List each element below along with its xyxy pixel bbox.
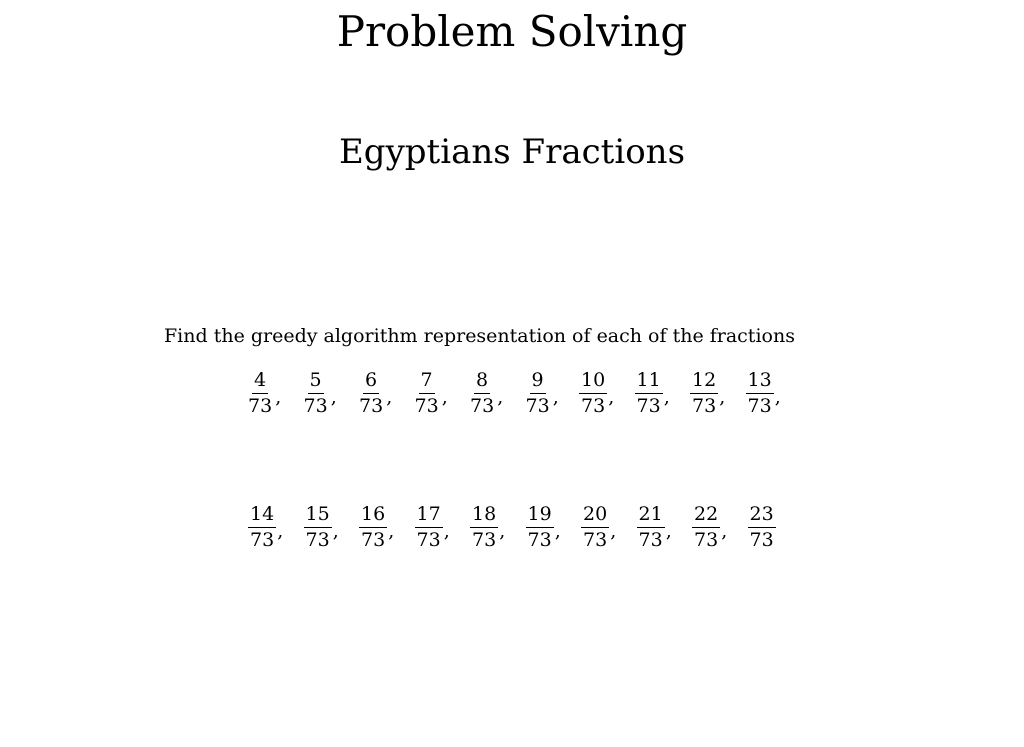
- fraction-row-2: [248, 497, 803, 553]
- fraction-item: [690, 363, 746, 419]
- fraction: [304, 502, 332, 553]
- fraction-separator: ,: [277, 520, 284, 542]
- fraction-denominator: 73: [470, 395, 495, 417]
- fraction: [579, 368, 607, 419]
- fraction: [413, 368, 441, 419]
- fraction-item: [746, 363, 802, 419]
- fraction: [692, 502, 720, 553]
- fraction-item: [246, 363, 302, 419]
- fraction: [468, 368, 496, 419]
- fraction-numerator: 9: [530, 368, 546, 394]
- fraction: [246, 368, 274, 419]
- fraction: [581, 502, 609, 553]
- fraction-denominator: 73: [749, 529, 774, 551]
- fraction-denominator: 73: [359, 395, 384, 417]
- fraction-numerator: 16: [359, 502, 387, 528]
- fraction-separator: ,: [275, 386, 282, 408]
- fraction-item: [357, 363, 413, 419]
- fraction: [357, 368, 385, 419]
- fraction-denominator: 73: [694, 529, 719, 551]
- fraction-separator: ,: [610, 520, 617, 542]
- fraction-separator: ,: [608, 386, 615, 408]
- fraction-numerator: 15: [304, 502, 332, 528]
- fraction-denominator: 73: [305, 529, 330, 551]
- fraction: [415, 502, 443, 553]
- fraction-denominator: 73: [636, 395, 661, 417]
- fraction-numerator: 13: [746, 368, 774, 394]
- fraction-numerator: 11: [635, 368, 663, 394]
- fraction-numerator: 20: [581, 502, 609, 528]
- fraction-separator: ,: [665, 520, 672, 542]
- fraction-item: [524, 363, 580, 419]
- fraction-separator: ,: [497, 386, 504, 408]
- fraction-numerator: 10: [579, 368, 607, 394]
- fraction: [524, 368, 552, 419]
- fraction-item: [581, 497, 637, 553]
- fraction-item: [637, 497, 693, 553]
- fraction: [635, 368, 663, 419]
- fraction-item: [635, 363, 691, 419]
- fraction-separator: ,: [774, 386, 781, 408]
- fraction: [248, 502, 276, 553]
- fraction-numerator: 22: [692, 502, 720, 528]
- fraction-item: [359, 497, 415, 553]
- fraction-item: [413, 363, 469, 419]
- fraction-denominator: 73: [692, 395, 717, 417]
- fraction-denominator: 73: [248, 395, 273, 417]
- page-subtitle: Egyptians Fractions: [338, 132, 686, 172]
- fraction-item: [526, 497, 582, 553]
- fraction-numerator: 7: [419, 368, 435, 394]
- fraction-item: [304, 497, 360, 553]
- fraction-numerator: 23: [748, 502, 776, 528]
- fraction-separator: ,: [441, 386, 448, 408]
- fraction-numerator: 19: [526, 502, 554, 528]
- page-title: Problem Solving: [336, 7, 688, 56]
- fraction-item: [468, 363, 524, 419]
- fraction-denominator: 73: [361, 529, 386, 551]
- fraction-item: [415, 497, 471, 553]
- fraction-numerator: 5: [308, 368, 324, 394]
- fraction: [526, 502, 554, 553]
- fraction: [302, 368, 330, 419]
- fraction-separator: ,: [332, 520, 339, 542]
- fraction-numerator: 12: [690, 368, 718, 394]
- fraction-denominator: 73: [638, 529, 663, 551]
- fraction-denominator: 73: [747, 395, 772, 417]
- fraction-item: [692, 497, 748, 553]
- fraction-numerator: 21: [637, 502, 665, 528]
- fraction-denominator: 73: [581, 395, 606, 417]
- fraction-separator: ,: [330, 386, 337, 408]
- fraction-item: [748, 497, 804, 553]
- fraction-separator: ,: [552, 386, 559, 408]
- fraction-denominator: 73: [472, 529, 497, 551]
- fraction-numerator: 14: [248, 502, 276, 528]
- fraction-item: [248, 497, 304, 553]
- fraction-numerator: 6: [363, 368, 379, 394]
- fraction-numerator: 17: [415, 502, 443, 528]
- fraction: [746, 368, 774, 419]
- fraction-denominator: 73: [416, 529, 441, 551]
- fraction-denominator: 73: [525, 395, 550, 417]
- fraction-row-1: [246, 363, 801, 419]
- fraction-denominator: 73: [414, 395, 439, 417]
- fraction-separator: ,: [554, 520, 561, 542]
- fraction-item: [302, 363, 358, 419]
- fraction-denominator: 73: [583, 529, 608, 551]
- fraction-denominator: 73: [303, 395, 328, 417]
- fraction-separator: ,: [663, 386, 670, 408]
- fraction-denominator: 73: [250, 529, 275, 551]
- fraction-numerator: 4: [252, 368, 268, 394]
- fraction: [748, 502, 776, 553]
- fraction: [359, 502, 387, 553]
- fraction-separator: ,: [719, 386, 726, 408]
- fraction-separator: ,: [443, 520, 450, 542]
- fraction-separator: ,: [499, 520, 506, 542]
- instruction-text: Find the greedy algorithm representation of each of the fractions: [164, 325, 795, 347]
- fraction-denominator: 73: [527, 529, 552, 551]
- fraction-numerator: 8: [474, 368, 490, 394]
- fraction-item: [470, 497, 526, 553]
- fraction-separator: ,: [721, 520, 728, 542]
- fraction: [637, 502, 665, 553]
- fraction: [470, 502, 498, 553]
- fraction-item: [579, 363, 635, 419]
- fraction-separator: ,: [386, 386, 393, 408]
- fraction: [690, 368, 718, 419]
- fraction-numerator: 18: [470, 502, 498, 528]
- fraction-separator: ,: [388, 520, 395, 542]
